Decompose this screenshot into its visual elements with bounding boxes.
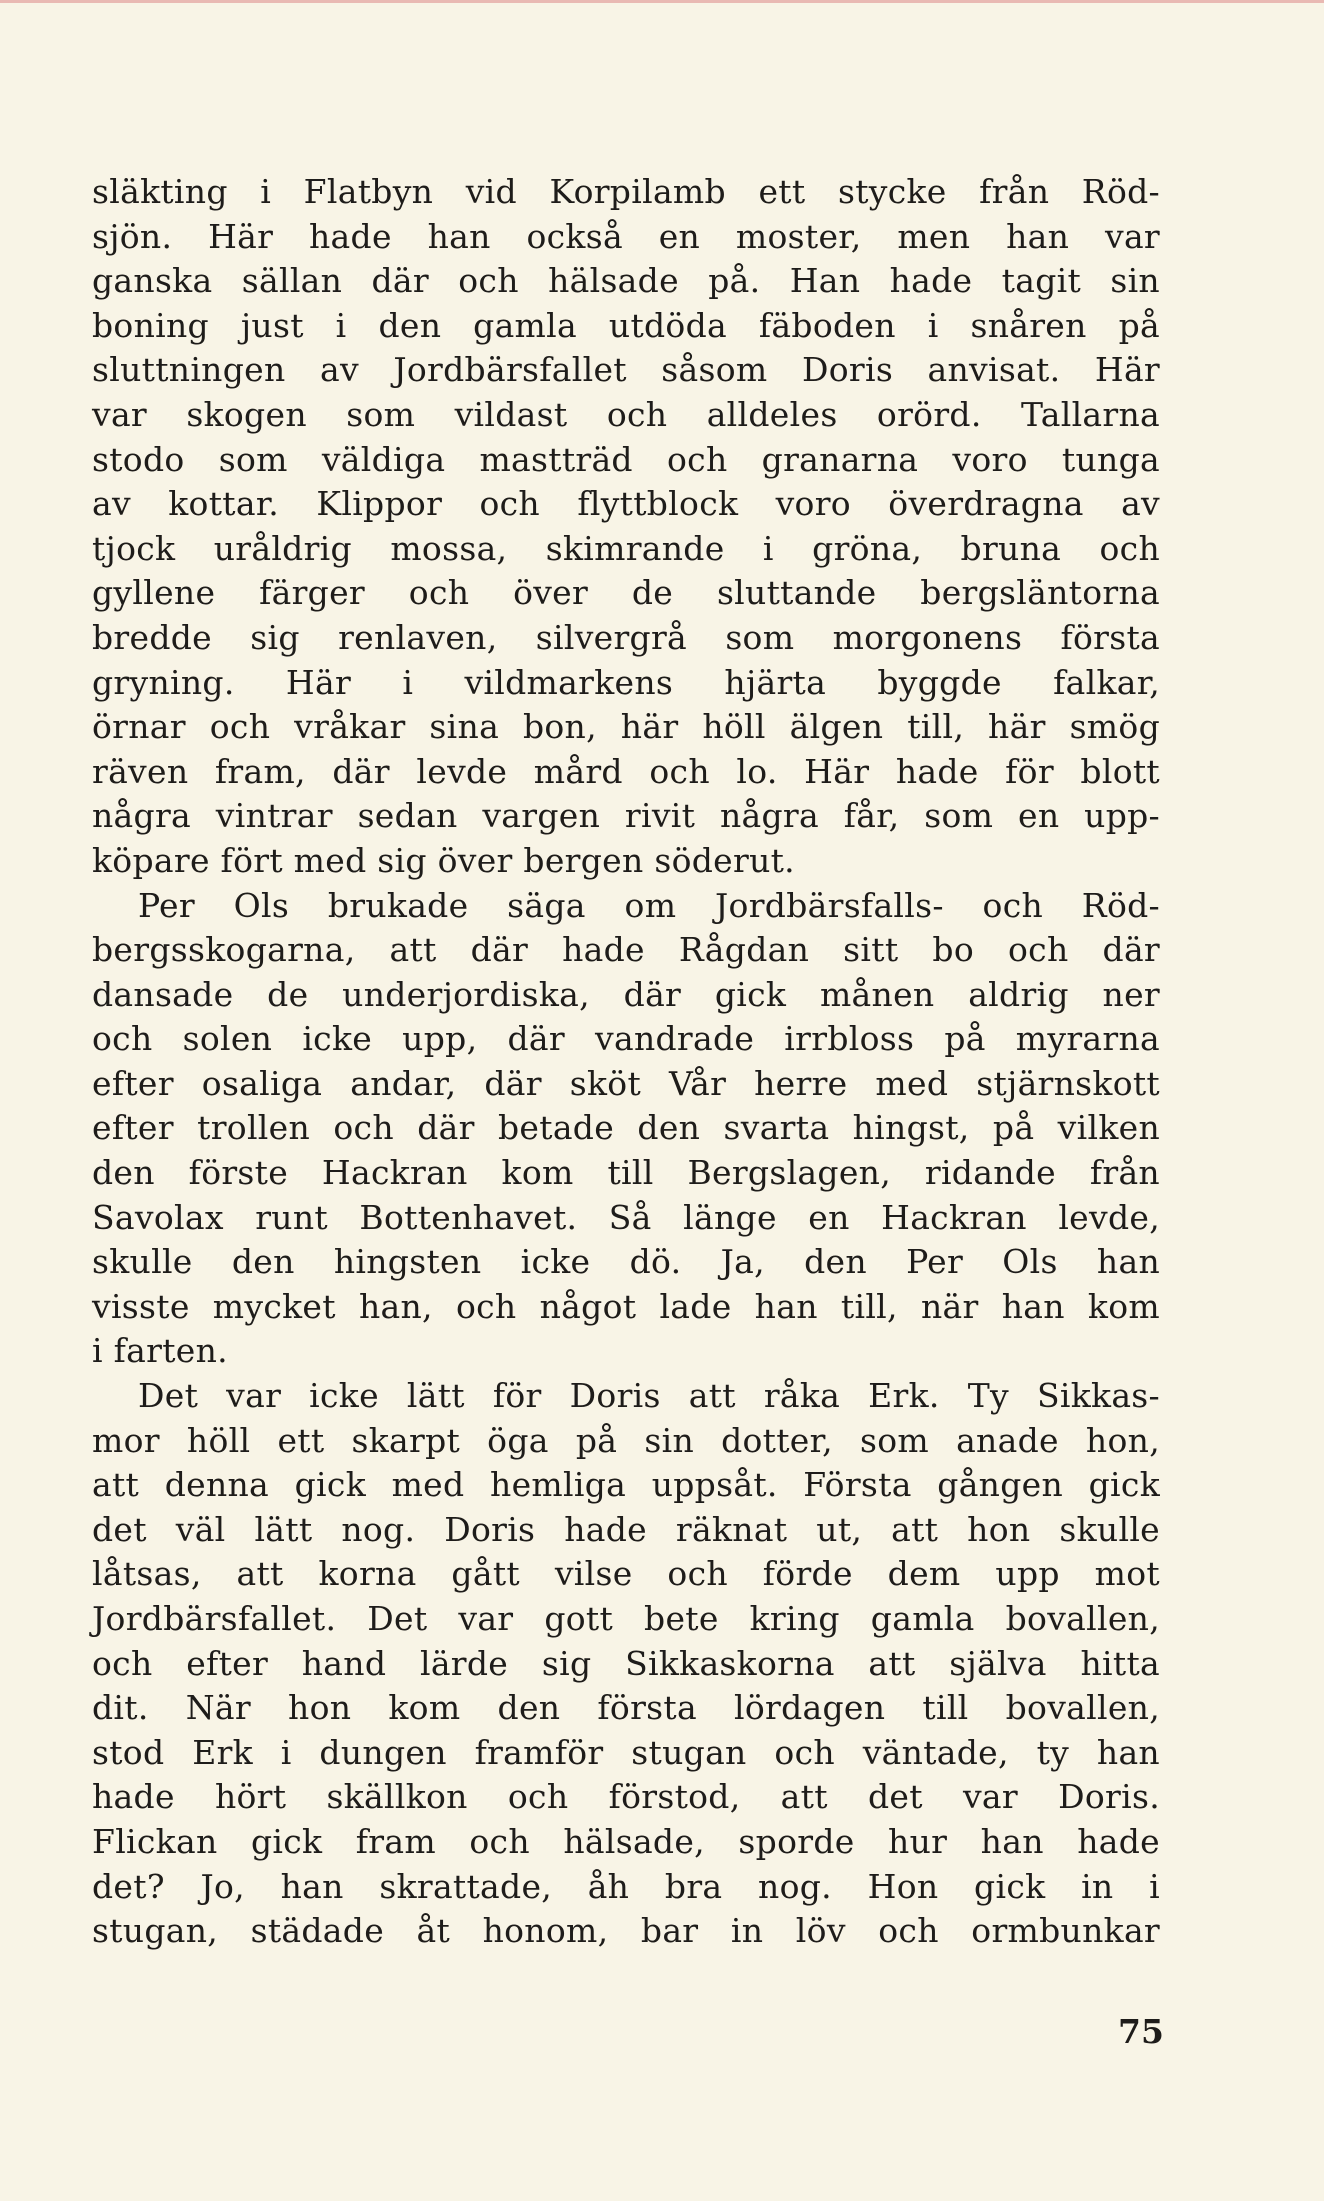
text-line: stodo som väldiga mastträd och granarna voro tunga xyxy=(92,439,1160,479)
text-line: det väl lätt nog. Doris hade räknat ut, att hon skulle xyxy=(92,1509,1160,1549)
text-line: dansade de underjordiska, där gick månen aldrig ner xyxy=(92,974,1160,1014)
text-line: låtsas, att korna gått vilse och förde dem upp mot xyxy=(92,1554,1160,1594)
text-line: örnar och vråkar sina bon, här höll älgen till, här smög xyxy=(92,707,1160,747)
text-line: hade hört skällkon och förstod, att det var Doris. xyxy=(92,1777,1160,1817)
text-line: var skogen som vildast och alldeles orörd. Tallarna xyxy=(92,394,1160,434)
text-line: efter trollen och där betade den svarta hingst, på vilken xyxy=(92,1108,1160,1148)
text-line: efter osaliga andar, där sköt Vår herre med stjärnskott xyxy=(92,1063,1160,1103)
paragraph-3 xyxy=(92,1374,1160,1954)
text-line: tjock uråldrig mossa, skimrande i gröna, bruna och xyxy=(92,528,1160,568)
text-line: den förste Hackran kom till Bergslagen, ridande från xyxy=(92,1153,1160,1193)
text-line: boning just i den gamla utdöda fäboden i snåren på xyxy=(92,305,1160,345)
text-line: köpare fört med sig över bergen söderut. xyxy=(92,840,795,880)
text-line: och efter hand lärde sig Sikkaskorna att själva hitta xyxy=(92,1643,1160,1683)
body-text xyxy=(92,170,1160,1954)
paragraph-2 xyxy=(92,884,1160,1375)
text-line: stugan, städade åt honom, bar in löv och ormbunkar xyxy=(92,1911,1160,1951)
text-line: dit. När hon kom den första lördagen till bovallen, xyxy=(92,1688,1160,1728)
text-line: skulle den hingsten icke dö. Ja, den Per Ols han xyxy=(92,1242,1160,1282)
page-top-edge xyxy=(0,0,1324,3)
text-line: stod Erk i dungen framför stugan och väntade, ty han xyxy=(92,1732,1160,1772)
text-line: Per Ols brukade säga om Jordbärsfalls- och Röd- xyxy=(138,885,1160,925)
text-line: det? Jo, han skrattade, åh bra nog. Hon gick in i xyxy=(92,1866,1160,1906)
text-line: bredde sig renlaven, silvergrå som morgonens första xyxy=(92,617,1160,657)
text-line: ganska sällan där och hälsade på. Han hade tagit sin xyxy=(92,261,1160,301)
text-line: Savolax runt Bottenhavet. Så länge en Hackran levde, xyxy=(92,1197,1160,1237)
text-line: i farten. xyxy=(92,1331,228,1371)
text-line: mor höll ett skarpt öga på sin dotter, som anade hon, xyxy=(92,1420,1160,1460)
text-line: sluttningen av Jordbärsfallet såsom Doris anvisat. Här xyxy=(92,350,1160,390)
text-line: gryning. Här i vildmarkens hjärta byggde falkar, xyxy=(92,662,1160,702)
paragraph-1 xyxy=(92,170,1160,884)
text-line: att denna gick med hemliga uppsåt. Första gången gick xyxy=(92,1465,1160,1505)
text-line: räven fram, där levde mård och lo. Här hade för blott xyxy=(92,751,1160,791)
text-line: sjön. Här hade han också en moster, men han var xyxy=(92,216,1160,256)
text-line: Jordbärsfallet. Det var gott bete kring gamla bovallen, xyxy=(92,1599,1160,1638)
text-line: några vintrar sedan vargen rivit några får, som en upp- xyxy=(92,796,1160,836)
text-line: visste mycket han, och något lade han till, när han kom xyxy=(92,1286,1160,1326)
text-line: och solen icke upp, där vandrade irrbloss på myrarna xyxy=(92,1019,1160,1059)
text-line: av kottar. Klippor och flyttblock voro överdragna av xyxy=(92,484,1160,524)
page-number: 75 xyxy=(1118,2012,1164,2051)
text-line: gyllene färger och över de sluttande bergsläntorna xyxy=(92,573,1160,613)
text-line: bergsskogarna, att där hade Rågdan sitt bo och där xyxy=(92,930,1160,970)
text-line: Flickan gick fram och hälsade, sporde hur han hade xyxy=(92,1821,1160,1861)
text-line: Det var icke lätt för Doris att råka Erk. Ty Sikkas- xyxy=(138,1376,1160,1416)
text-line: släkting i Flatbyn vid Korpilamb ett stycke från Röd- xyxy=(92,172,1160,211)
